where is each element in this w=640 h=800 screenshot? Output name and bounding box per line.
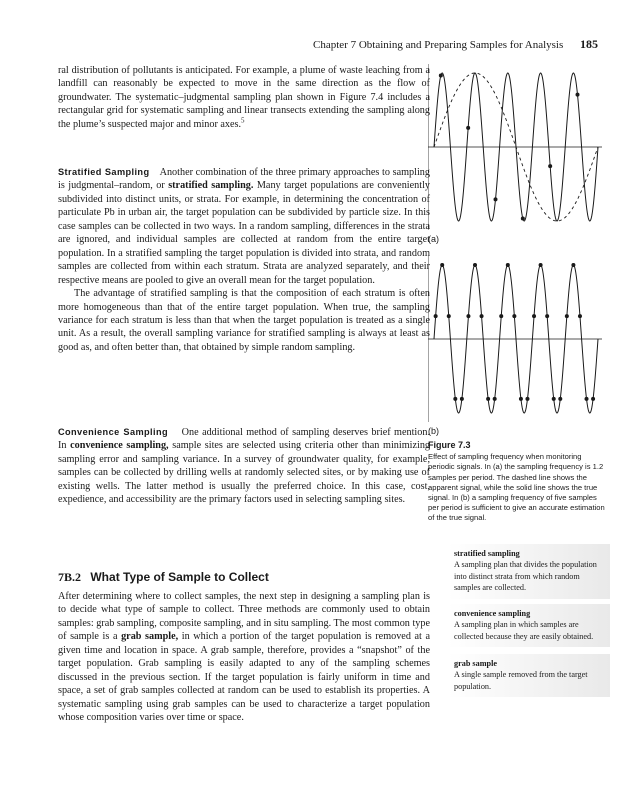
sample-point — [499, 314, 503, 318]
convenience-term: convenience sampling, — [70, 440, 169, 452]
sample-point — [453, 397, 457, 401]
sample-point — [480, 314, 484, 318]
sample-point — [494, 197, 498, 201]
figure-title: Figure 7.3 — [428, 440, 471, 450]
sample-point — [565, 314, 569, 318]
glossary-convenience — [448, 604, 610, 647]
sample-point — [447, 314, 451, 318]
glossary-term: grab sample — [454, 659, 497, 668]
footnote-ref: 5 — [241, 116, 245, 125]
paragraph-convenience — [58, 426, 430, 507]
convenience-text-a: One additional method of sampling deserves brief mention. In — [58, 427, 430, 452]
figure-label-b: (b) — [428, 426, 439, 436]
sample-point — [512, 314, 516, 318]
sample-point — [552, 397, 556, 401]
stratified-term: stratified sampling. — [168, 180, 254, 192]
sample-point — [545, 314, 549, 318]
grab-text-a: After determining where to collect samples, the next step in designing a sampling plan is to decide what type of sample to collect. Three methods are commonly used to obtain samples: grab sampling, composite sampling, and in situ sampling. The most common type of sample is a — [58, 591, 430, 643]
glossary-term: convenience sampling — [454, 609, 531, 618]
running-header — [300, 37, 598, 52]
sample-point — [466, 314, 470, 318]
figure-caption — [428, 440, 606, 524]
sample-point — [473, 263, 477, 267]
sample-point — [439, 74, 443, 78]
stratified-text-b: Many target populations are conveniently subdivided into distinct units, or strata. For example, in determining the concentration of particulate Pb in urban air, the target population can be subdivided by particle size. In this case samples can be collected in two ways. In a random sampling, differences in the strata are ignored, and individual samples are collected at random from the entire target population. In a stratified sampling the target population is divided into strata, and random samples are collected from within each stratum. Strata are analyzed separately, and their respective means are pooled to give an overall mean for the target population. — [58, 180, 430, 286]
sample-point — [548, 164, 552, 168]
plot-b-sample-points — [434, 263, 595, 401]
glossary-definition: A sampling plan that divides the population into distinct strata from which random samples are collected. — [454, 560, 597, 593]
page-number: 185 — [580, 37, 598, 51]
sample-point — [525, 397, 529, 401]
sample-point — [519, 397, 523, 401]
paragraph-grab — [58, 590, 430, 725]
convenience-heading: Convenience Sampling — [58, 427, 168, 437]
sample-point — [578, 314, 582, 318]
sample-point — [440, 263, 444, 267]
sample-point — [585, 397, 589, 401]
chapter-label: Chapter 7 — [313, 39, 357, 51]
stratified-text-a: Another combination of the three primary approaches to sampling is judgmental–random, or — [58, 167, 430, 192]
chapter-title: Obtaining and Preparing Samples for Analysis — [358, 39, 564, 51]
paragraph-intro — [58, 64, 430, 131]
sample-point — [576, 93, 580, 97]
paragraph-stratified — [58, 166, 430, 354]
glossary-definition: A sampling plan in which samples are collected because they are easily obtained. — [454, 620, 594, 641]
sample-point — [521, 216, 525, 220]
stratified-advantage: The advantage of stratified sampling is that the composition of each stratum is often more homogeneous than that of the entire target population. When true, the sampling variance for each stratum is less than that when the target population is treated as a single unit. As a result, the overall sampling variance for stratified sampling is always at least as good as, and often better than, that obtained by simple random sampling. — [58, 288, 430, 353]
figure-caption-text: Effect of sampling frequency when monitoring periodic signals. In (a) the sampling frequency is 1.2 samples per period. The dashed line shows the apparent signal, while the solid line shows the true signal. In (b) a sampling frequency of five samples per period is sufficient to give an accurate estimation of the true signal. — [428, 452, 605, 523]
sample-point — [434, 314, 438, 318]
section-number: 7B.2 — [58, 570, 82, 584]
grab-text-b: in which a portion of the target population is removed at a given time and location in space. A grab sample, therefore, provides a “snapshot” of the target population. Grab sampling is easily adapted to any of the sampling schemes discussed in the previous section. If the target population is fairly uniform in time and space, a set of grab samples collected at random can be used to establish its properties. A systematic sampling using grab samples can be used to characterize a target population whose composition varies over time or space. — [58, 631, 430, 724]
intro-text: ral distribution of pollutants is anticipated. For example, a plume of waste leaching from a landfill can reasonably be expected to move in the same direction as the flow of groundwater. The systematic–judgmental sampling plan shown in Figure 7.4 includes a rectangular grid for systematic sampling and linear transects extending the sampling along the plume’s suspected major and minor axes. — [58, 65, 430, 130]
convenience-text-b: sample sites are selected using criteria other than minimizing sampling error and sampling variance. In a survey of groundwater quality, for example, samples can be collected by drilling wells at randomly selected sites, or by making use of existing wells. The latter method is usually the preferred choice. In this case, cost, expedience, and accessibility are the primary factors used in selecting sampling sites. — [58, 440, 431, 506]
sample-point — [486, 397, 490, 401]
sample-point — [558, 397, 562, 401]
section-title: What Type of Sample to Collect — [90, 570, 269, 584]
sample-point — [532, 314, 536, 318]
section-heading — [58, 570, 430, 585]
figure-label-a: (a) — [428, 234, 439, 244]
figure-plot-a — [428, 64, 602, 230]
glossary-definition: A single sample removed from the target population. — [454, 670, 588, 691]
sample-point — [591, 397, 595, 401]
figure-plot-b — [428, 256, 602, 422]
sample-point — [493, 397, 497, 401]
glossary-term: stratified sampling — [454, 549, 520, 558]
sample-point — [539, 263, 543, 267]
sample-point — [571, 263, 575, 267]
stratified-heading: Stratified Sampling — [58, 167, 150, 177]
sample-point — [466, 126, 470, 130]
grab-term: grab sample, — [121, 631, 179, 643]
sample-point — [506, 263, 510, 267]
glossary-stratified — [448, 544, 610, 599]
glossary-grab — [448, 654, 610, 697]
sample-point — [460, 397, 464, 401]
